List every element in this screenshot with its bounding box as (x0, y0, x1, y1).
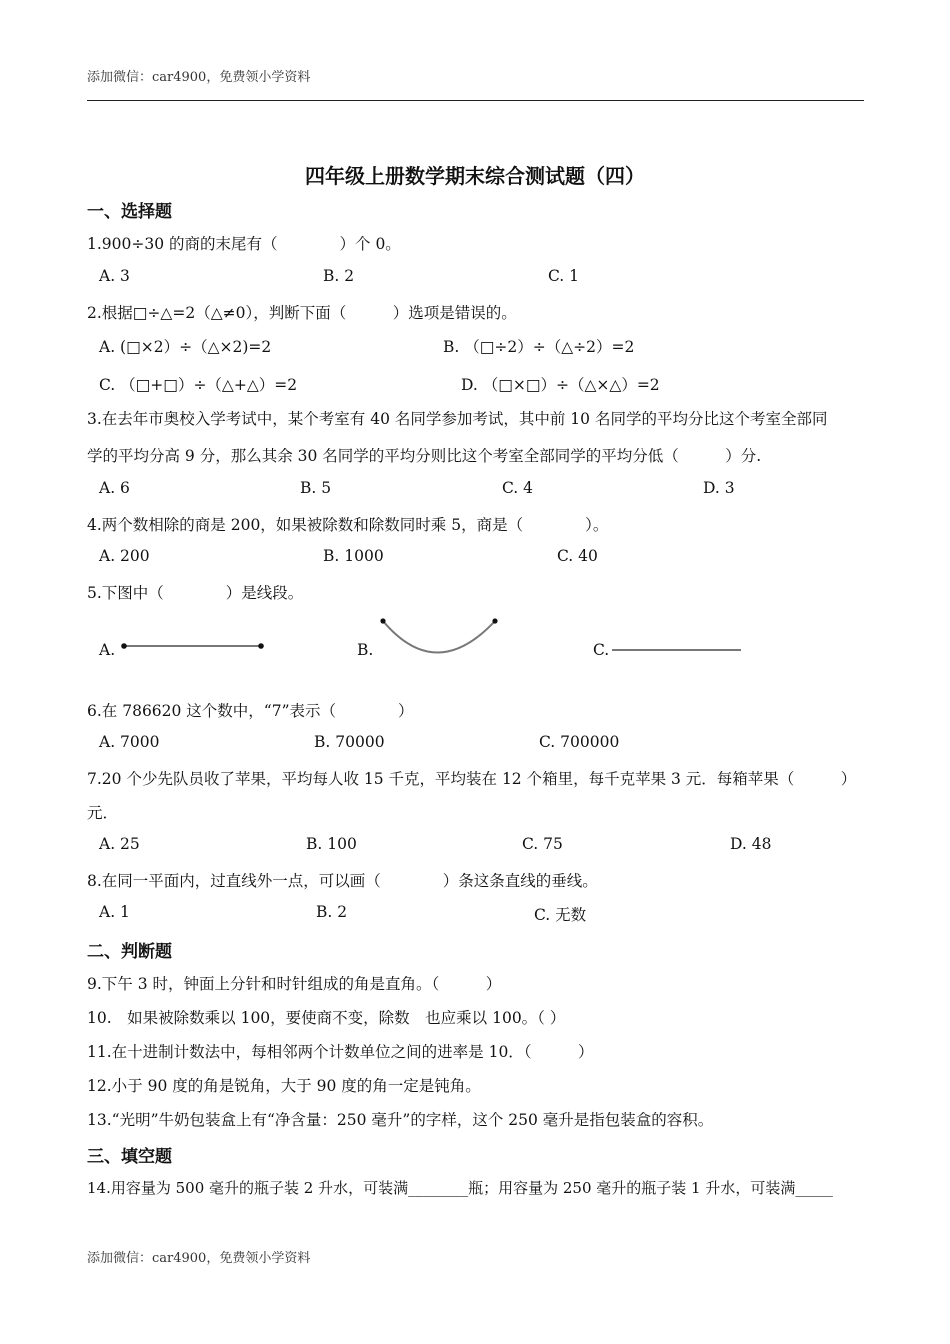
q3-option-a[interactable]: A. 6 (99, 479, 130, 497)
q7-option-a[interactable]: A. 25 (99, 835, 140, 853)
q2-option-d[interactable]: D. （□×□）÷（△×△）=2 (461, 376, 660, 394)
header-divider (87, 100, 864, 101)
q1-option-b[interactable]: B. 2 (323, 267, 355, 285)
footer-note: 添加微信：car4900，免费领小学资料 (87, 1251, 311, 1266)
q2-option-b[interactable]: B. （□÷2）÷（△÷2）=2 (443, 338, 635, 356)
arc-figure (378, 616, 503, 658)
q7-option-c[interactable]: C. 75 (522, 835, 563, 853)
line-figure (610, 643, 745, 657)
question-7-line-1: 7.20 个少先队员收了苹果，平均每人收 15 千克，平均装在 12 个箱里，每千克苹果 3 元．每箱苹果（ ） (87, 770, 857, 788)
question-2: 2.根据□÷△=2（△≠0），判断下面（ ）选项是错误的。 (87, 304, 517, 322)
q3-option-c[interactable]: C. 4 (502, 479, 534, 497)
q5-option-a[interactable]: A. (99, 641, 116, 659)
question-10: 10. 如果被除数乘以 100，要使商不变，除数 也应乘以 100。（ ） (87, 1009, 566, 1027)
q1-option-a[interactable]: A. 3 (99, 267, 130, 285)
header-note: 添加微信：car4900，免费领小学资料 (87, 70, 311, 85)
question-8: 8.在同一平面内，过直线外一点，可以画（ ）条这条直线的垂线。 (87, 872, 598, 890)
question-12: 12.小于 90 度的角是锐角，大于 90 度的角一定是钝角。 (87, 1077, 481, 1095)
page-title: 四年级上册数学期末综合测试题（四） (305, 164, 645, 188)
q8-option-a[interactable]: A. 1 (99, 903, 130, 921)
q4-option-a[interactable]: A. 200 (99, 547, 150, 565)
question-1: 1.900÷30 的商的末尾有（ ）个 0。 (87, 235, 401, 253)
question-7-line-2: 元． (87, 804, 119, 822)
q4-option-c[interactable]: C. 40 (557, 547, 598, 565)
section-heading-fill: 三、填空题 (87, 1147, 172, 1167)
q2-option-a[interactable]: A. (□×2）÷（△×2)=2 (99, 338, 272, 356)
q2-option-c[interactable]: C. （□+□）÷（△+△）=2 (99, 376, 298, 394)
question-4: 4.两个数相除的商是 200，如果被除数和除数同时乘 5，商是（ ）。 (87, 516, 609, 534)
q6-option-b[interactable]: B. 70000 (314, 733, 385, 751)
q7-option-d[interactable]: D. 48 (730, 835, 772, 853)
q7-option-b[interactable]: B. 100 (306, 835, 357, 853)
q6-option-c[interactable]: C. 700000 (539, 733, 620, 751)
q8-option-c[interactable]: C. 无数 (534, 906, 587, 924)
q3-option-d[interactable]: D. 3 (703, 479, 735, 497)
question-13: 13.“光明”牛奶包装盒上有“净含量：250 毫升”的字样，这个 250 毫升是指包装盒的容积。 (87, 1111, 714, 1129)
q5-option-c[interactable]: C. (593, 641, 610, 659)
segment-figure (118, 638, 268, 654)
question-14: 14.用容量为 500 毫升的瓶子装 2 升水，可装满________瓶；用容量为 250 毫升的瓶子装 1 升水，可装满_____ (87, 1179, 833, 1197)
q3-option-b[interactable]: B. 5 (300, 479, 332, 497)
q8-option-b[interactable]: B. 2 (316, 903, 348, 921)
question-5: 5.下图中（ ）是线段。 (87, 584, 304, 602)
question-11: 11.在十进制计数法中，每相邻两个计数单位之间的进率是 10．（ ） (87, 1043, 594, 1061)
question-9: 9.下午 3 时，钟面上分针和时针组成的角是直角。（ ） (87, 975, 502, 993)
section-heading-judge: 二、判断题 (87, 942, 172, 962)
q1-option-c[interactable]: C. 1 (548, 267, 580, 285)
section-heading-choice: 一、选择题 (87, 202, 172, 222)
question-6: 6.在 786620 这个数中，“7”表示（ ） (87, 702, 414, 720)
q6-option-a[interactable]: A. 7000 (99, 733, 160, 751)
question-3-line-2: 学的平均分高 9 分，那么其余 30 名同学的平均分则比这个考室全部同学的平均分低（ ）分. (87, 447, 762, 465)
q5-option-b[interactable]: B. (357, 641, 374, 659)
q4-option-b[interactable]: B. 1000 (323, 547, 384, 565)
question-3-line-1: 3.在去年市奥校入学考试中，某个考室有 40 名同学参加考试，其中前 10 名同学的平均分比这个考室全部同 (87, 410, 828, 428)
